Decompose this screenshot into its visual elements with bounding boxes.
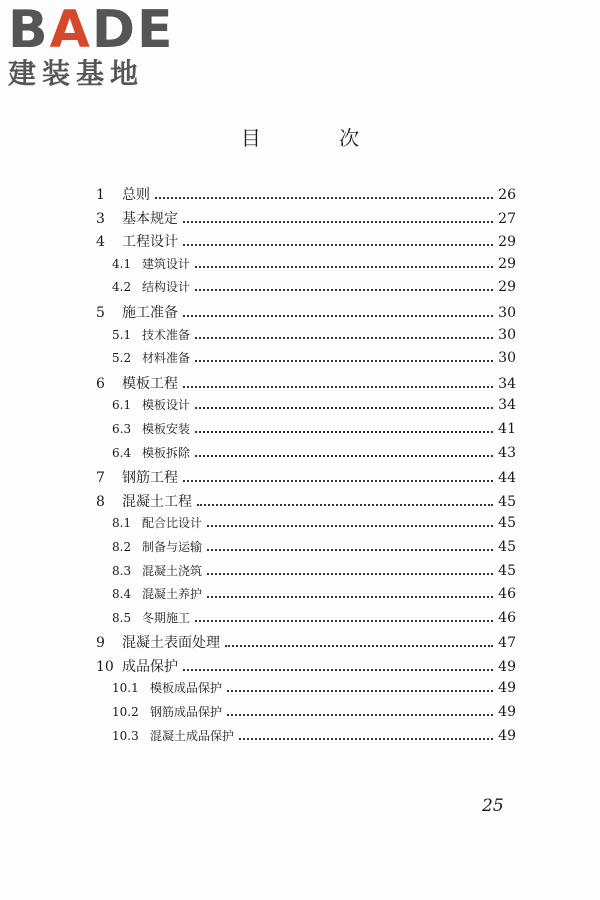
toc-leader-dots	[207, 548, 493, 551]
toc-entry-number: 3	[96, 210, 105, 227]
toc-entry	[96, 538, 516, 562]
toc-entry-title: 模板成品保护	[150, 681, 223, 696]
toc-entry-page: 49	[498, 704, 516, 721]
toc-entry-title: 结构设计	[142, 280, 191, 295]
toc-leader-dots	[195, 454, 493, 457]
toc-entry	[96, 231, 516, 255]
toc-entry	[96, 349, 516, 373]
toc-leader-dots	[207, 524, 493, 527]
toc-entry	[96, 679, 516, 703]
toc-entry-title: 施工准备	[122, 304, 178, 321]
toc-entry-page: 30	[498, 304, 516, 321]
toc-entry-title: 模板拆除	[142, 445, 191, 460]
toc-entry	[96, 396, 516, 420]
toc-entry	[96, 278, 516, 302]
toc-leader-dots	[183, 220, 493, 223]
toc-entry-page: 34	[498, 397, 516, 414]
toc-entry-title: 钢筋工程	[122, 470, 178, 487]
page-number: 25	[482, 796, 504, 816]
toc-entry-page: 45	[498, 515, 516, 532]
toc-entry	[96, 326, 516, 350]
toc-entry-number: 4	[96, 234, 105, 251]
toc-entry	[96, 727, 516, 751]
toc-entry-title: 模板设计	[142, 398, 191, 413]
toc-entry-number: 10.3	[112, 728, 139, 743]
toc-entry-number: 4.1	[112, 256, 132, 271]
toc-entry-number: 1	[96, 187, 105, 203]
toc-leader-dots	[183, 385, 493, 388]
toc-entry-number: 5	[96, 304, 105, 321]
toc-entry-title: 模板安装	[142, 421, 191, 436]
logo-wordmark: BADE	[8, 0, 175, 60]
toc-entry-page: 45	[498, 562, 516, 579]
toc-entry-title: 钢筋成品保护	[150, 705, 223, 720]
toc-entry	[96, 444, 516, 468]
toc-leader-dots	[195, 288, 493, 291]
toc-entry	[96, 467, 516, 491]
toc-entry-title: 模板工程	[122, 375, 178, 392]
toc-entry-page: 45	[498, 493, 516, 510]
toc-entry-title: 混凝土表面处理	[122, 635, 220, 652]
toc-entry-number: 8.2	[112, 539, 132, 554]
toc-entry-number: 6	[96, 375, 105, 392]
toc-entry-number: 8.4	[112, 587, 132, 602]
toc-entry-title: 配合比设计	[142, 516, 203, 531]
toc-entry-number: 9	[96, 635, 105, 652]
toc-leader-dots	[207, 572, 493, 575]
toc-entry-number: 8	[96, 493, 105, 510]
toc-entry-page: 41	[498, 420, 516, 437]
toc-entry-page: 49	[498, 680, 516, 697]
toc-leader-dots	[195, 619, 493, 622]
toc-entry-number: 5.2	[112, 351, 132, 366]
toc-entry-page: 29	[498, 255, 516, 272]
toc-entry-number: 10.2	[112, 705, 139, 720]
toc-entry-title: 混凝土养护	[142, 587, 203, 602]
toc-entry-page: 34	[498, 375, 516, 392]
toc-entry-page: 43	[498, 444, 516, 461]
toc-leader-dots	[227, 713, 493, 716]
toc-entry-title: 成品保护	[122, 658, 178, 675]
toc-entry-number: 4.2	[112, 280, 132, 295]
toc-leader-dots	[195, 265, 493, 268]
toc-entry-page: 49	[498, 658, 516, 675]
toc-entry	[96, 302, 516, 326]
table-of-contents	[96, 184, 516, 750]
page-title: 目 次	[240, 126, 396, 150]
bade-logo	[8, 0, 175, 90]
toc-entry	[96, 514, 516, 538]
toc-entry-page: 26	[498, 187, 516, 203]
toc-entry-number: 6.3	[112, 421, 132, 436]
toc-entry-number: 7	[96, 470, 105, 487]
toc-entry-page: 44	[498, 470, 516, 487]
toc-leader-dots	[183, 479, 493, 482]
toc-leader-dots	[183, 314, 493, 317]
toc-entry-title: 总则	[122, 187, 150, 203]
toc-entry-title: 混凝土工程	[122, 493, 192, 510]
toc-leader-dots	[227, 689, 493, 692]
toc-entry-page: 30	[498, 326, 516, 343]
toc-leader-dots	[197, 503, 493, 506]
toc-entry-page: 46	[498, 586, 516, 603]
logo-subtitle: 建装基地	[8, 57, 145, 90]
toc-entry-number: 10	[96, 658, 114, 675]
toc-entry	[96, 373, 516, 397]
toc-entry	[96, 184, 516, 208]
toc-entry-page: 49	[498, 727, 516, 744]
toc-entry-title: 技术准备	[142, 327, 191, 342]
toc-leader-dots	[195, 336, 493, 339]
toc-entry-page: 46	[498, 609, 516, 626]
toc-entry-title: 材料准备	[142, 351, 191, 366]
toc-entry-title: 冬期施工	[142, 610, 191, 625]
toc-entry-page: 30	[498, 350, 516, 367]
toc-leader-dots	[195, 430, 493, 433]
toc-entry-number: 8.3	[112, 563, 132, 578]
toc-entry-number: 8.5	[112, 610, 132, 625]
toc-entry-title: 基本规定	[122, 210, 178, 227]
toc-entry	[96, 609, 516, 633]
toc-entry-number: 10.1	[112, 681, 139, 696]
toc-leader-dots	[207, 595, 493, 598]
toc-entry-title: 工程设计	[122, 234, 178, 251]
toc-entry-title: 混凝土浇筑	[142, 563, 203, 578]
toc-entry	[96, 703, 516, 727]
toc-entry-number: 8.1	[112, 516, 132, 531]
toc-leader-dots	[239, 737, 493, 740]
toc-entry-title: 建筑设计	[142, 256, 191, 271]
toc-entry	[96, 632, 516, 656]
toc-entry-page: 29	[498, 279, 516, 296]
toc-entry	[96, 208, 516, 232]
toc-entry-page: 45	[498, 538, 516, 555]
toc-entry-page: 27	[498, 210, 516, 227]
toc-leader-dots	[155, 196, 493, 199]
toc-entry-page: 47	[498, 635, 516, 652]
toc-leader-dots	[225, 644, 493, 647]
toc-entry-title: 混凝土成品保护	[150, 728, 235, 743]
toc-leader-dots	[183, 243, 493, 246]
toc-entry	[96, 491, 516, 515]
toc-entry-number: 6.1	[112, 398, 132, 413]
toc-leader-dots	[195, 406, 493, 409]
toc-entry-number: 6.4	[112, 445, 132, 460]
toc-entry	[96, 585, 516, 609]
toc-leader-dots	[183, 668, 493, 671]
toc-entry-page: 29	[498, 234, 516, 251]
toc-entry	[96, 255, 516, 279]
toc-entry	[96, 656, 516, 680]
toc-leader-dots	[195, 359, 493, 362]
toc-entry	[96, 562, 516, 586]
toc-entry	[96, 420, 516, 444]
toc-entry-number: 5.1	[112, 327, 132, 342]
toc-entry-title: 制备与运输	[142, 539, 203, 554]
